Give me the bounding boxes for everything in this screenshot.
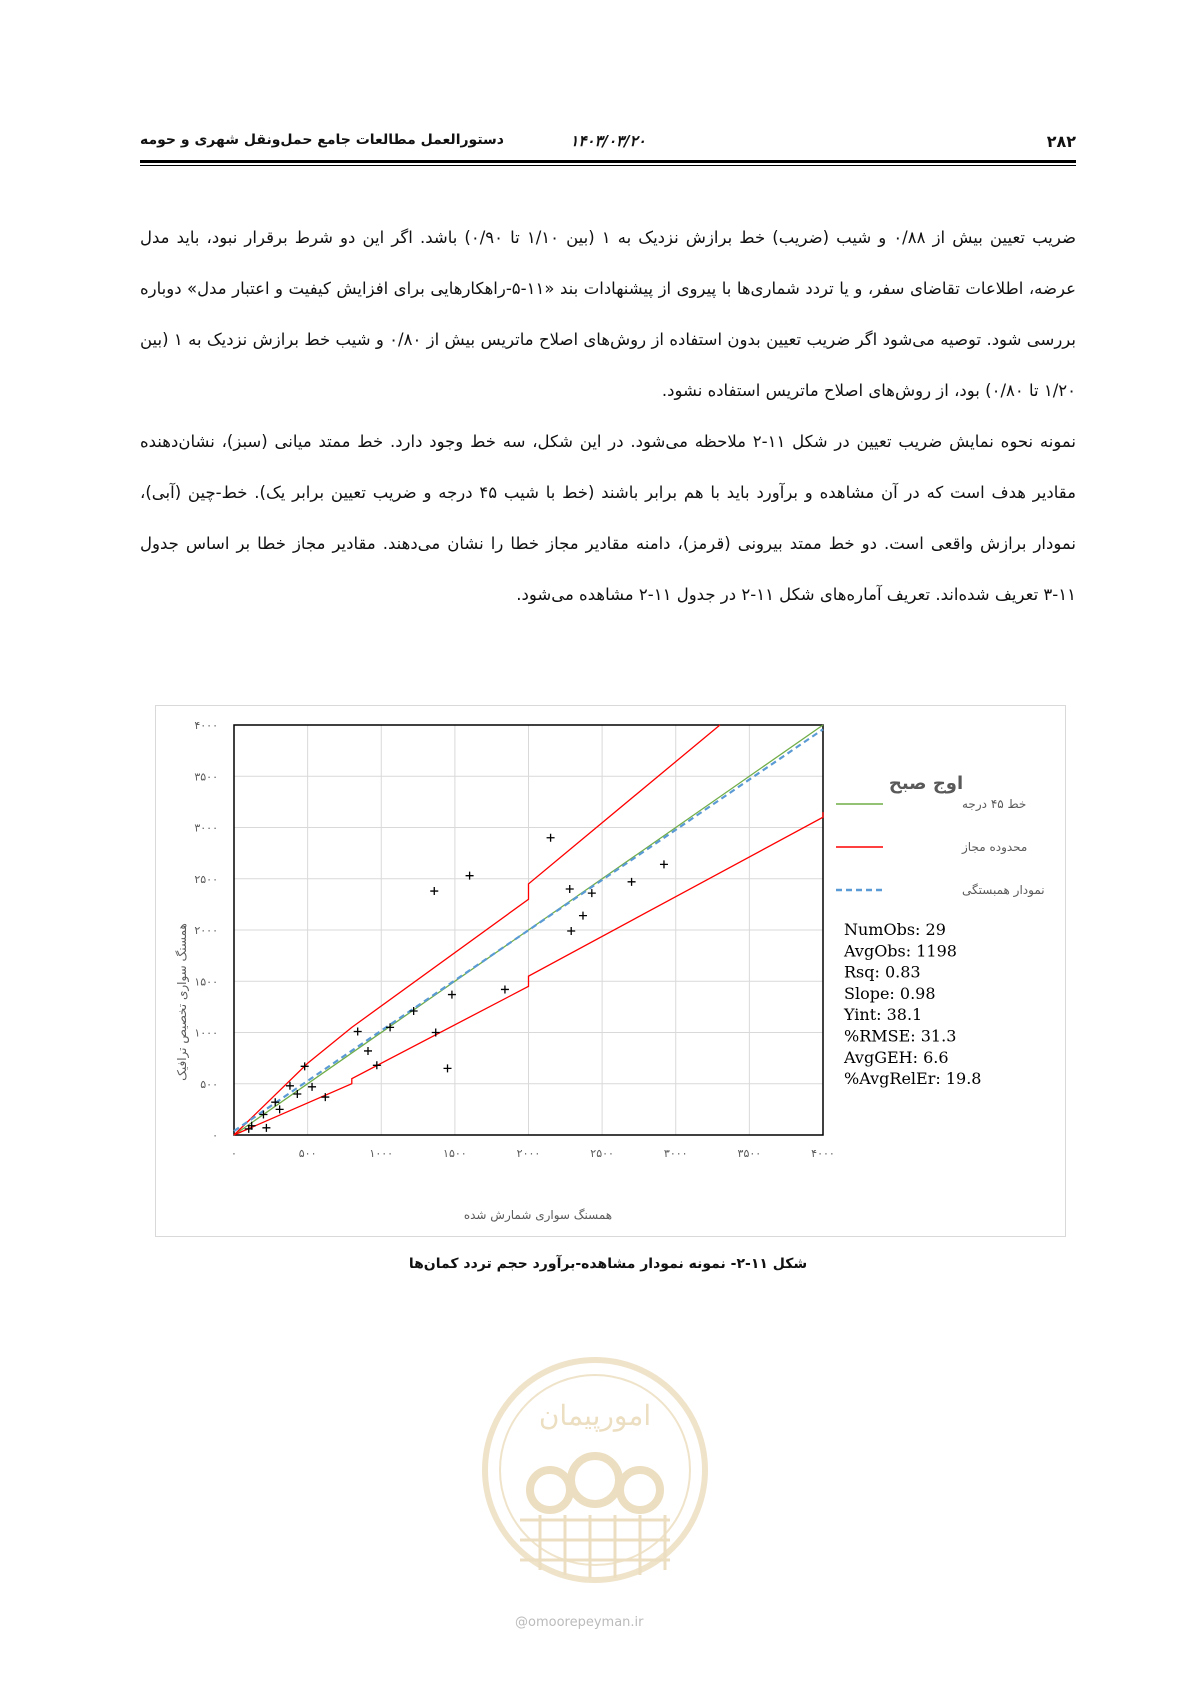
- stat-line: Rsq: 0.83: [844, 962, 921, 982]
- data-point: [432, 1029, 440, 1037]
- data-point: [276, 1105, 284, 1113]
- y-tick-label: ۵۰۰: [200, 1077, 218, 1091]
- legend-label: خط ۴۵ درجه: [962, 797, 1027, 811]
- x-tick-label: ۱۰۰۰: [369, 1147, 394, 1160]
- y-tick-label: ۲۵۰۰: [194, 872, 218, 886]
- x-tick-label: ۱۵۰۰: [443, 1147, 467, 1160]
- x-tick-label: ۲۰۰۰: [516, 1147, 541, 1160]
- x-tick-label: ۵۰۰: [298, 1147, 317, 1160]
- chart-title: اوج صبح: [888, 773, 964, 794]
- page-header: [140, 128, 1076, 156]
- data-point: [373, 1061, 381, 1069]
- y-tick-label: ۱۰۰۰: [194, 1026, 218, 1040]
- legend-label: محدوده مجاز: [962, 840, 1028, 854]
- watermark-logo-text: امورپیمان: [538, 1399, 652, 1432]
- data-point: [547, 834, 555, 842]
- document-title: دستورالعمل مطالعات جامع حمل‌ونقل شهری و حومه: [140, 132, 504, 148]
- x-tick-label: ۳۰۰۰: [663, 1147, 688, 1160]
- data-point: [364, 1047, 372, 1055]
- page-number: ۲۸۲: [1046, 132, 1076, 151]
- y-tick-label: ۳۵۰۰: [194, 770, 218, 784]
- x-tick-label: ۴۰۰۰: [811, 1147, 835, 1160]
- data-point: [293, 1090, 301, 1098]
- x-tick-label: ۳۵۰۰: [737, 1147, 762, 1160]
- paragraph-1: ضریب تعیین بیش از ۰/۸۸ و شیب (ضریب) خط برازش نزدیک به ۱ (بین ۱/۱۰ تا ۰/۹۰) باشد. اگر این دو شرط برقرار نبود، باید مدل عرضه، اطلاعات تقاضای سفر، و یا تردد شماری‌ها با پیروی از پیشنهادات بند «۱۱-۵-راهکارهایی برای افزایش کیفیت و اعتبار مدل» دوباره بررسی شود. توصیه می‌شود اگر ضریب تعیین بدون استفاده از روش‌های اصلاح ماتریس بیش از ۰/۸۰ و شیب خط برازش نزدیک به ۱ (بین ۱/۲۰ تا ۰/۸۰) بود، از روش‌های اصلاح ماتریس استفاده نشود.: [140, 228, 1077, 400]
- data-point: [501, 985, 509, 993]
- x-tick-label: ۰: [231, 1147, 237, 1160]
- chart-legend: [836, 797, 1045, 898]
- stat-line: AvgObs: 1198: [844, 941, 957, 961]
- data-point: [579, 912, 587, 920]
- body-text: [140, 212, 1076, 620]
- stat-line: NumObs: 29: [844, 920, 946, 939]
- scatter-chart: [156, 706, 1065, 1236]
- data-point: [566, 885, 574, 893]
- watermark-site: @omoorepeyman.ir: [515, 1615, 644, 1630]
- data-point: [262, 1124, 270, 1132]
- data-point: [588, 889, 596, 897]
- header-date: ۱۴۰۳/۰۳/۲۰: [570, 132, 646, 150]
- y-tick-label: ۰: [212, 1129, 218, 1142]
- stat-line: Slope: 0.98: [844, 983, 936, 1003]
- y-axis-label: همسنگ سواری تخصیص ترافیک: [175, 923, 189, 1081]
- header-rule-thick: [140, 160, 1076, 163]
- data-point: [354, 1027, 362, 1035]
- y-tick-label: ۲۰۰۰: [194, 924, 218, 937]
- y-tick-label: ۴۰۰۰: [194, 719, 218, 732]
- data-point: [444, 1064, 452, 1072]
- x-axis-label: همسنگ سواری شمارش شده: [463, 1208, 613, 1222]
- chart-stats: [843, 920, 981, 1088]
- watermark-logo-icon: [480, 1340, 710, 1640]
- header-rule-thin: [140, 165, 1076, 166]
- figure-caption: شکل ۱۱-۲- نمونه نمودار مشاهده-برآورد حجم تردد کمان‌ها: [408, 1256, 808, 1272]
- data-point: [660, 860, 668, 868]
- legend-label: نمودار همبستگی: [962, 883, 1045, 897]
- data-point: [430, 887, 438, 895]
- paragraph-2: نمونه نحوه نمایش ضریب تعیین در شکل ۱۱-۲ ملاحظه می‌شود. در این شکل، سه خط وجود دارد. خط ممتد میانی (سبز)، نشان‌دهنده مقادیر هدف است که در آن مشاهده و برآورد باید با هم برابر باشند (خط با شیب ۴۵ درجه و ضریب تعیین برابر یک). خط-چین (آبی)، نمودار برازش واقعی است. دو خط ممتد بیرونی (قرمز)، دامنه مقادیر مجاز خطا را نشان می‌دهند. مقادیر مجاز خطا بر اساس جدول ۱۱-۳ تعریف شده‌اند. تعریف آماره‌های شکل ۱۱-۲ در جدول ۱۱-۲ مشاهده می‌شود.: [140, 432, 1076, 604]
- stat-line: %AvgRelEr: 19.8: [844, 1069, 982, 1089]
- stat-line: Yint: 38.1: [844, 1005, 923, 1025]
- x-tick-label: ۲۵۰۰: [590, 1147, 614, 1160]
- chart-frame: [155, 705, 1066, 1237]
- data-point: [567, 927, 575, 935]
- stat-line: %RMSE: 31.3: [844, 1026, 957, 1046]
- y-tick-label: ۱۵۰۰: [194, 975, 218, 989]
- stat-line: AvgGEH: 6.6: [844, 1047, 949, 1067]
- y-tick-label: ۳۰۰۰: [194, 821, 218, 835]
